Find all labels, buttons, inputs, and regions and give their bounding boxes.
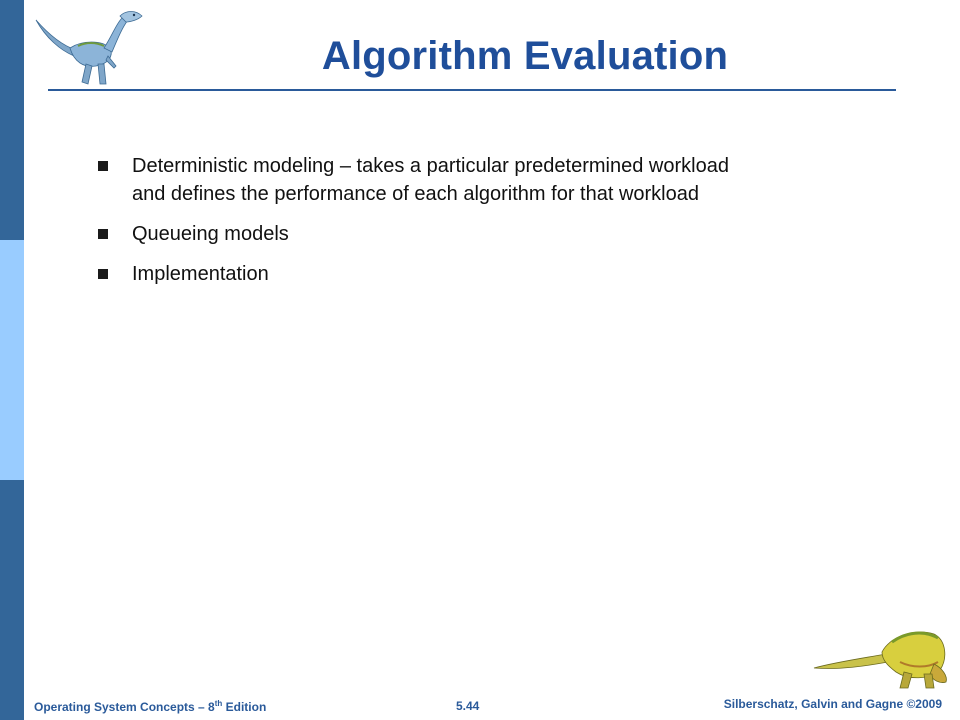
bullet-text: Deterministic modeling – takes a particular predetermined workload and defines the performance of each algorithm for that workload xyxy=(132,155,729,205)
footer-copyright: Silberschatz, Galvin and Gagne ©2009 xyxy=(723,697,942,711)
bullet-square-icon xyxy=(98,229,108,239)
list-item xyxy=(98,220,758,248)
footer-book-title-sup: th xyxy=(214,699,223,708)
list-item xyxy=(98,260,758,288)
bullet-text: Implementation xyxy=(132,263,269,285)
page-number: 5.44 xyxy=(456,699,480,713)
dinosaur-blue-icon xyxy=(30,6,148,90)
footer-book-title xyxy=(34,699,266,714)
list-item xyxy=(98,152,758,208)
dinosaur-yellow-icon xyxy=(812,618,952,690)
page-title: Algorithm Evaluation xyxy=(321,34,729,78)
bullet-square-icon xyxy=(98,269,108,279)
sidebar-middle-segment xyxy=(0,240,24,480)
footer-book-title-suffix: Edition xyxy=(222,700,267,714)
title-divider xyxy=(48,89,896,91)
bullet-text: Queueing models xyxy=(132,223,289,245)
footer-book-title-text: Operating System Concepts – 8 xyxy=(34,700,215,714)
bullet-list xyxy=(98,152,758,288)
sidebar xyxy=(0,0,24,720)
sidebar-bottom-segment xyxy=(0,480,24,720)
sidebar-top-segment xyxy=(0,0,24,240)
bullet-square-icon xyxy=(98,161,108,171)
